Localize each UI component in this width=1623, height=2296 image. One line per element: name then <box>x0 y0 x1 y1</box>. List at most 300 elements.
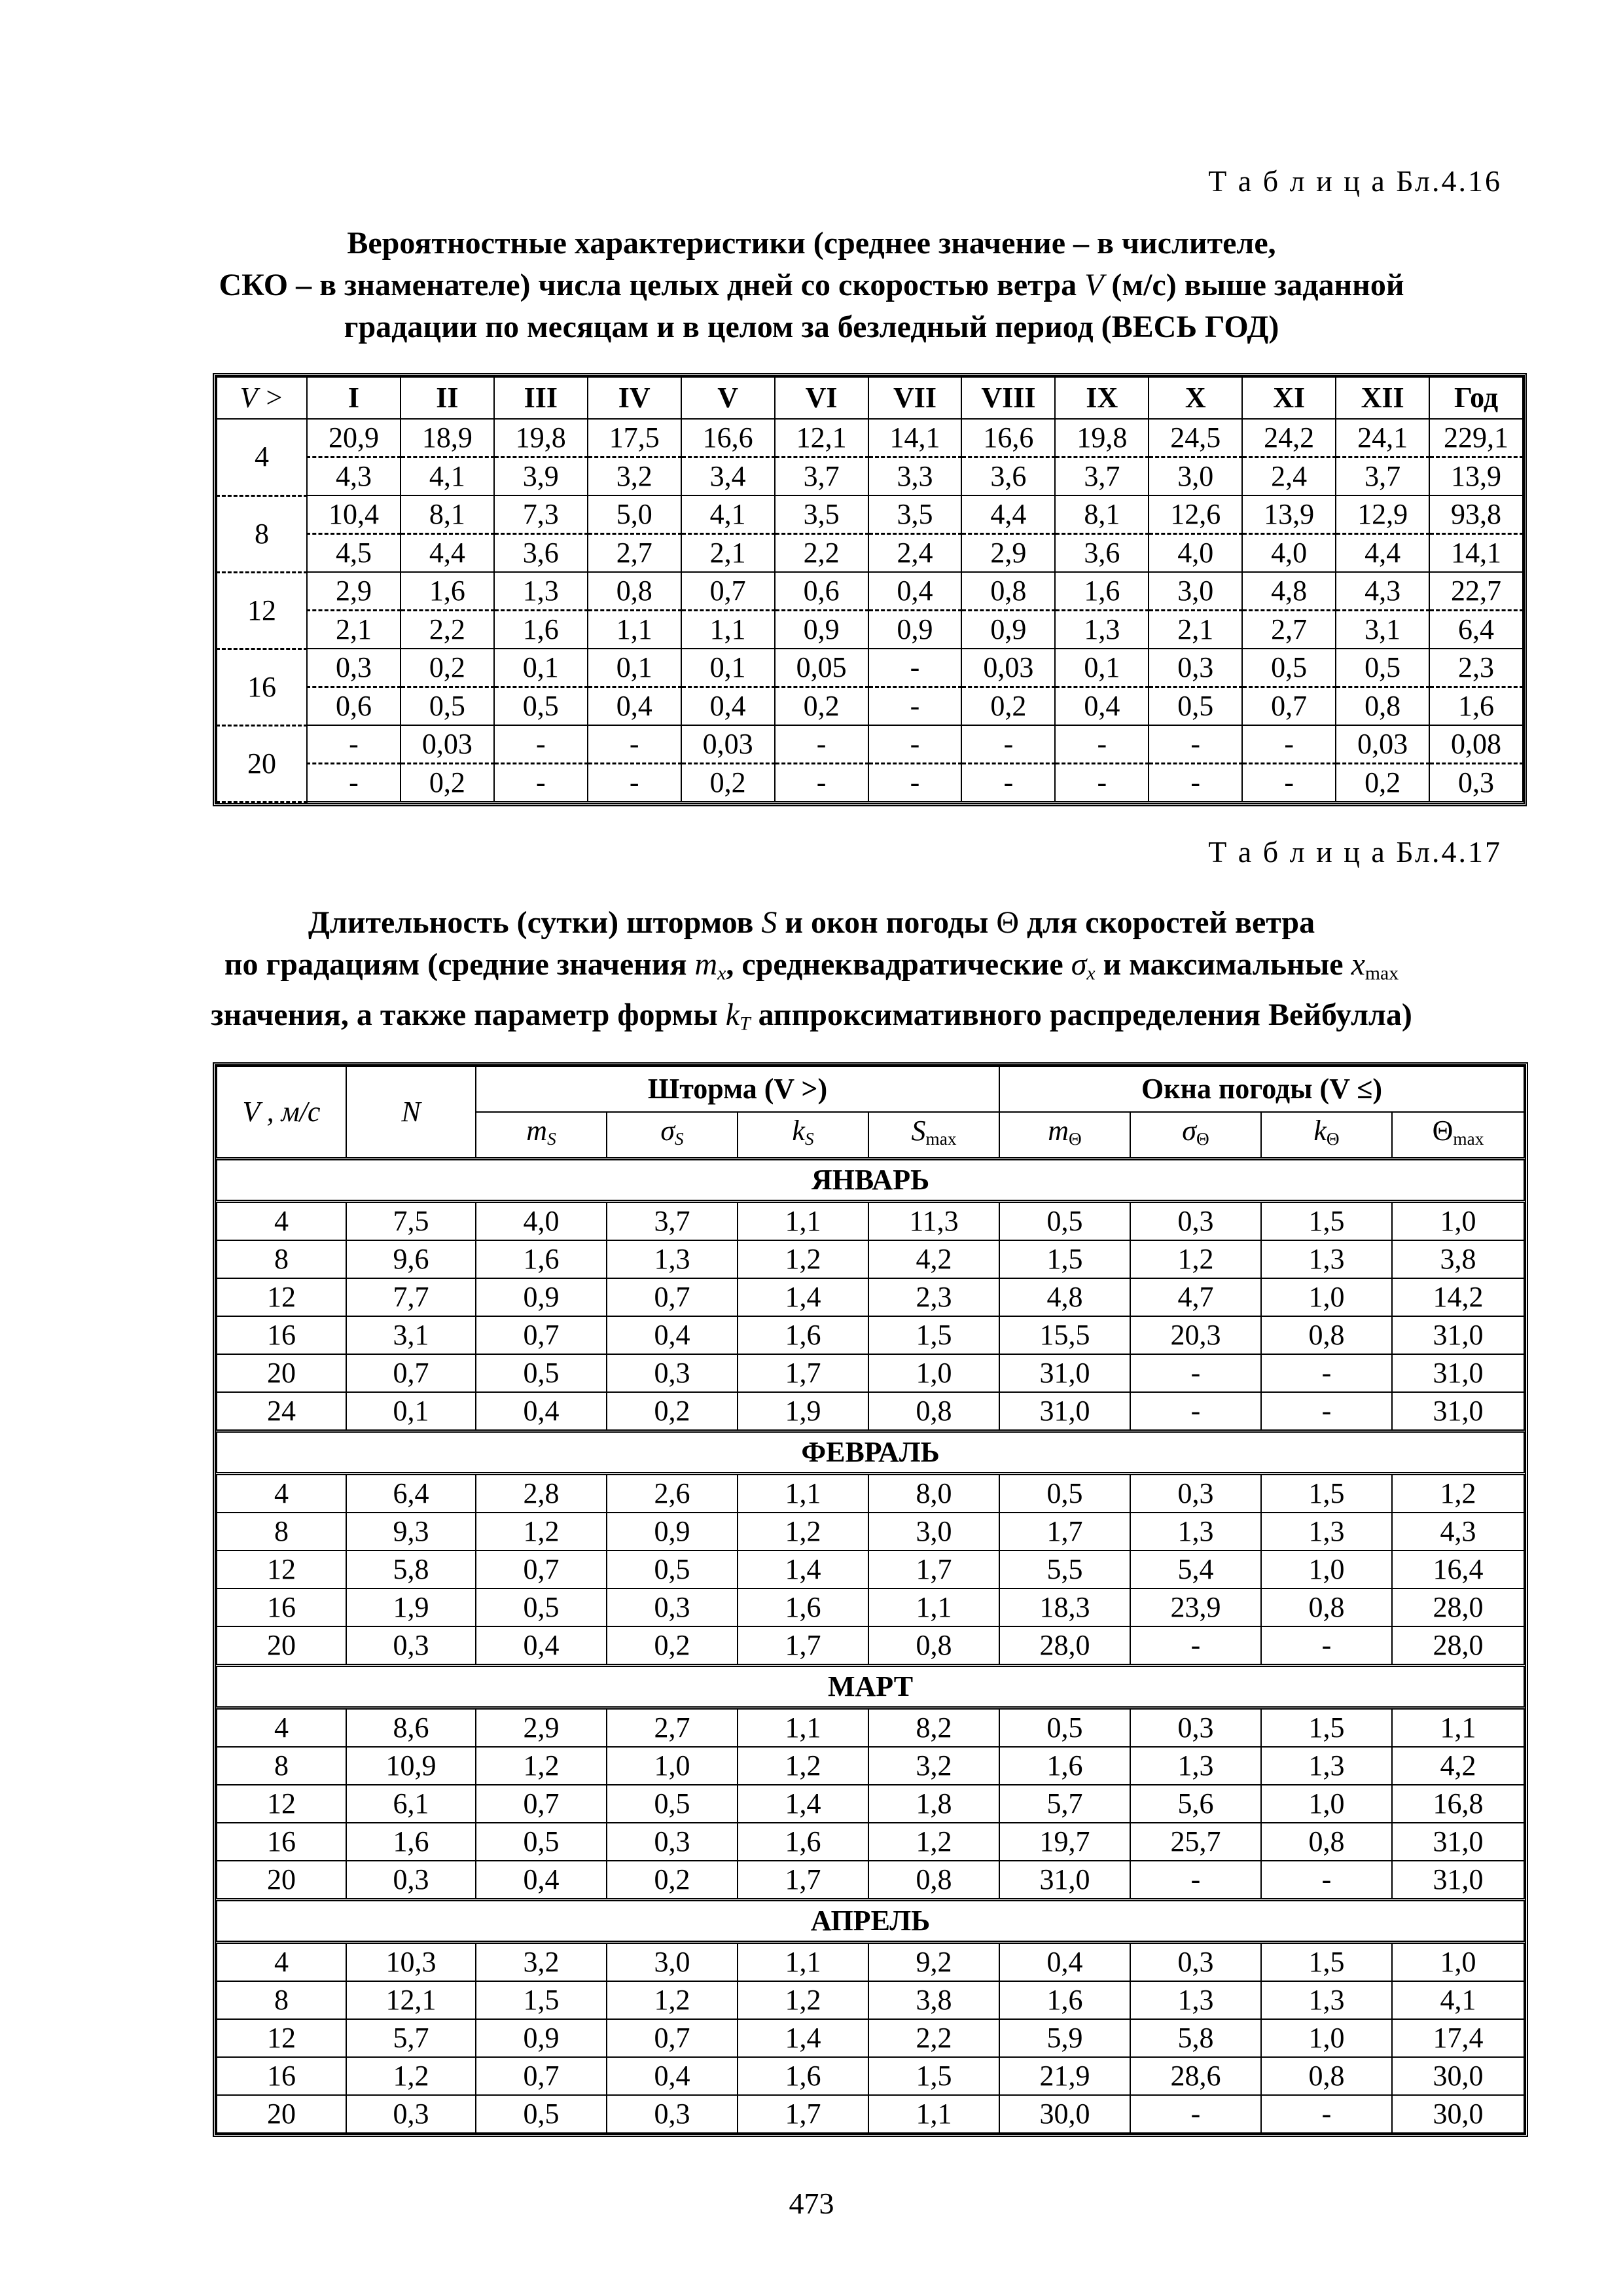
cell-value: 2,2 <box>868 2019 999 2057</box>
cell-mean: 0,8 <box>961 572 1055 611</box>
table-row-sd <box>217 611 1523 649</box>
page-number: 473 <box>789 2187 834 2220</box>
cell-sd: 2,7 <box>588 534 681 573</box>
cell-value: 1,2 <box>738 1747 868 1785</box>
cell-mean: 0,03 <box>1336 725 1429 764</box>
cell-value: 19,7 <box>999 1823 1130 1861</box>
cell-speed: 16 <box>217 1823 346 1861</box>
cell-value: 1,4 <box>738 1785 868 1823</box>
cell-sd: - <box>1149 764 1242 802</box>
cell-sd: - <box>868 687 962 726</box>
cell-sd: - <box>961 764 1055 802</box>
cell-value: 8,2 <box>868 1708 999 1748</box>
cell-speed: 4 <box>217 1943 346 1982</box>
cell-value: 10,3 <box>346 1943 476 1982</box>
cell-sd: 0,3 <box>1429 764 1523 802</box>
sub-header-cell <box>607 1112 738 1159</box>
cell-value: 4,2 <box>1392 1747 1524 1785</box>
cell-value: 1,7 <box>738 1626 868 1666</box>
title-text: по градациям (средние значения <box>224 947 687 982</box>
cell-sd: 0,8 <box>1336 687 1429 726</box>
cell-value: 1,3 <box>1261 1513 1392 1551</box>
col-header-label: N <box>401 1096 421 1128</box>
sub-header-base: m <box>1048 1115 1069 1147</box>
cell-mean: 0,1 <box>588 649 681 687</box>
table-row <box>217 1392 1524 1431</box>
table-row <box>217 1747 1524 1785</box>
cell-value: 0,9 <box>476 1278 607 1316</box>
cell-sd: 2,9 <box>961 534 1055 573</box>
table-header-row <box>217 1066 1524 1112</box>
cell-value: 0,3 <box>346 1861 476 1900</box>
title-text: и окон погоды <box>785 905 989 940</box>
cell-value: 28,0 <box>999 1626 1130 1666</box>
cell-value: 4,3 <box>1392 1513 1524 1551</box>
cell-sd: 3,6 <box>494 534 588 573</box>
cell-mean: 3,5 <box>775 495 868 534</box>
cell-sd: 0,7 <box>1242 687 1336 726</box>
cell-value: - <box>1130 1626 1261 1666</box>
cell-speed: 12 <box>217 1278 346 1316</box>
sub-header-sub: S <box>675 1128 684 1149</box>
cell-value: 0,5 <box>607 1551 738 1588</box>
cell-sd: 0,9 <box>961 611 1055 649</box>
cell-mean: 0,5 <box>1242 649 1336 687</box>
table-row-sd <box>217 534 1523 573</box>
cell-mean: 3,5 <box>868 495 962 534</box>
col-header-v <box>217 377 307 419</box>
col-header-month: III <box>494 377 588 419</box>
cell-mean: 0,2 <box>401 649 494 687</box>
cell-speed: 8 <box>217 1981 346 2019</box>
cell-value: 0,4 <box>607 2057 738 2095</box>
cell-mean: 229,1 <box>1429 419 1523 457</box>
cell-mean: 0,6 <box>775 572 868 611</box>
cell-mean: 12,1 <box>775 419 868 457</box>
cell-value: 1,0 <box>1261 1551 1392 1588</box>
cell-speed: 16 <box>217 1588 346 1626</box>
col-header-month: V <box>681 377 775 419</box>
cell-mean: 7,3 <box>494 495 588 534</box>
table-row <box>217 1551 1524 1588</box>
cell-mean: 8,1 <box>1055 495 1149 534</box>
col-header-month: IV <box>588 377 681 419</box>
table-row <box>217 1513 1524 1551</box>
title-text: Длительность (сутки) штормов <box>308 905 754 940</box>
cell-value: 31,0 <box>999 1354 1130 1392</box>
title-var <box>1351 947 1399 982</box>
cell-value: 0,3 <box>1130 1708 1261 1748</box>
cell-value: 0,2 <box>607 1626 738 1666</box>
cell-value: 0,3 <box>346 1626 476 1666</box>
sub-header-cell <box>999 1112 1130 1159</box>
cell-mean: 5,0 <box>588 495 681 534</box>
cell-sd: 0,5 <box>1149 687 1242 726</box>
cell-value: - <box>1130 1861 1261 1900</box>
title-line: градации по месяцам и в целом за безледный период (ВЕСЬ ГОД) <box>344 310 1279 344</box>
var-sub: x <box>1086 962 1096 984</box>
cell-mean: 24,1 <box>1336 419 1429 457</box>
cell-value: 1,6 <box>738 1823 868 1861</box>
cell-mean: 19,8 <box>494 419 588 457</box>
cell-value: 2,3 <box>868 1278 999 1316</box>
cell-value: - <box>1261 1861 1392 1900</box>
cell-sd: 3,0 <box>1149 457 1242 496</box>
sub-header-base: S <box>911 1115 926 1147</box>
col-header-label: V , м/с <box>242 1096 321 1128</box>
sub-header-base: σ <box>1182 1115 1196 1147</box>
cell-mean: 13,9 <box>1242 495 1336 534</box>
cell-mean: - <box>775 725 868 764</box>
cell-value: 0,3 <box>1130 1943 1261 1982</box>
cell-sd: 2,2 <box>401 611 494 649</box>
title-var: Θ <box>996 905 1019 940</box>
col-header-n <box>346 1066 476 1159</box>
cell-value: 1,0 <box>1261 2019 1392 2057</box>
cell-value: 31,0 <box>999 1392 1130 1431</box>
cell-value: 1,4 <box>738 1278 868 1316</box>
cell-mean: 0,3 <box>1149 649 1242 687</box>
var-sub: max <box>1364 962 1399 984</box>
cell-speed: 8 <box>217 1240 346 1278</box>
cell-value: 0,5 <box>607 1785 738 1823</box>
cell-value: 0,3 <box>1130 1202 1261 1241</box>
cell-value: 0,3 <box>607 1588 738 1626</box>
cell-value: 0,5 <box>999 1708 1130 1748</box>
cell-value: 1,2 <box>738 1981 868 2019</box>
cell-value: 1,1 <box>738 1708 868 1748</box>
cell-sd: 0,5 <box>401 687 494 726</box>
cell-value: 0,7 <box>607 2019 738 2057</box>
cell-value: 1,7 <box>999 1513 1130 1551</box>
cell-value: 1,6 <box>476 1240 607 1278</box>
cell-value: 1,5 <box>868 2057 999 2095</box>
table-row <box>217 1861 1524 1900</box>
cell-mean: 4,8 <box>1242 572 1336 611</box>
cell-speed: 16 <box>217 1316 346 1354</box>
cell-value: 2,6 <box>607 1474 738 1513</box>
cell-sd: 13,9 <box>1429 457 1523 496</box>
cell-value: 3,8 <box>868 1981 999 2019</box>
cell-sd: 6,4 <box>1429 611 1523 649</box>
cell-value: 1,1 <box>1392 1708 1524 1748</box>
cell-value: 0,2 <box>607 1861 738 1900</box>
cell-mean: 1,6 <box>1055 572 1149 611</box>
cell-value: 0,5 <box>476 1588 607 1626</box>
cell-value: 1,2 <box>607 1981 738 2019</box>
cell-mean: - <box>307 725 401 764</box>
cell-speed: 8 <box>217 1513 346 1551</box>
cell-value: 1,4 <box>738 2019 868 2057</box>
cell-value: 1,2 <box>1130 1240 1261 1278</box>
cell-sd: 4,0 <box>1149 534 1242 573</box>
cell-value: 1,2 <box>476 1747 607 1785</box>
cell-value: 1,9 <box>346 1588 476 1626</box>
cell-value: 0,4 <box>476 1626 607 1666</box>
table-row <box>217 2057 1524 2095</box>
cell-value: 6,4 <box>346 1474 476 1513</box>
col-header-month: IX <box>1055 377 1149 419</box>
cell-speed: 20 <box>217 1626 346 1666</box>
row-header-v: 16 <box>217 649 307 725</box>
cell-value: 0,8 <box>1261 1588 1392 1626</box>
table-row <box>217 1823 1524 1861</box>
sub-header-sub: S <box>804 1128 814 1149</box>
cell-value: 21,9 <box>999 2057 1130 2095</box>
cell-mean: 0,1 <box>494 649 588 687</box>
cell-sd: 3,3 <box>868 457 962 496</box>
sub-header-cell <box>1130 1112 1261 1159</box>
cell-value: 5,9 <box>999 2019 1130 2057</box>
cell-value: 17,4 <box>1392 2019 1524 2057</box>
cell-value: 1,4 <box>738 1551 868 1588</box>
title-text: СКО – в знаменателе) числа целых дней со скоростью ветра <box>219 268 1077 302</box>
cell-mean: 0,05 <box>775 649 868 687</box>
cell-value: 1,3 <box>1130 1981 1261 2019</box>
table-title-2 <box>0 902 1623 1045</box>
sub-header-sub: Θ <box>1069 1128 1082 1149</box>
cell-value: 1,7 <box>738 2095 868 2133</box>
cell-value: 9,2 <box>868 1943 999 1982</box>
cell-sd: 14,1 <box>1429 534 1523 573</box>
cell-value: 1,7 <box>738 1861 868 1900</box>
cell-sd: 0,9 <box>775 611 868 649</box>
cell-mean: 24,5 <box>1149 419 1242 457</box>
cell-sd: 4,4 <box>1336 534 1429 573</box>
cell-value: 0,4 <box>999 1943 1130 1982</box>
cell-sd: 3,2 <box>588 457 681 496</box>
cell-value: 3,1 <box>346 1316 476 1354</box>
cell-mean: 3,0 <box>1149 572 1242 611</box>
cell-value: 1,0 <box>1392 1943 1524 1982</box>
table-row <box>217 2019 1524 2057</box>
cell-value: 1,9 <box>738 1392 868 1431</box>
cell-mean: 0,1 <box>1055 649 1149 687</box>
cell-value: 9,6 <box>346 1240 476 1278</box>
cell-sd: 0,2 <box>961 687 1055 726</box>
cell-value: 1,0 <box>607 1747 738 1785</box>
title-line: Вероятностные характеристики (среднее значение – в числителе, <box>347 226 1276 260</box>
cell-sd: - <box>868 764 962 802</box>
cell-value: 9,3 <box>346 1513 476 1551</box>
cell-sd: 3,7 <box>1055 457 1149 496</box>
cell-value: 5,5 <box>999 1551 1130 1588</box>
cell-value: 1,6 <box>738 1588 868 1626</box>
cell-value: - <box>1261 2095 1392 2133</box>
cell-sd: 0,4 <box>681 687 775 726</box>
cell-mean: 0,4 <box>868 572 962 611</box>
sub-header-sub: Θ <box>1196 1128 1209 1149</box>
cell-value: 1,2 <box>346 2057 476 2095</box>
cell-value: - <box>1261 1392 1392 1431</box>
cell-speed: 4 <box>217 1202 346 1241</box>
cell-value: 4,2 <box>868 1240 999 1278</box>
cell-value: 0,9 <box>476 2019 607 2057</box>
cell-mean: 16,6 <box>961 419 1055 457</box>
table-title-1 <box>0 223 1623 348</box>
cell-sd: 0,2 <box>775 687 868 726</box>
cell-value: 1,5 <box>476 1981 607 2019</box>
cell-mean: 12,9 <box>1336 495 1429 534</box>
cell-value: 5,6 <box>1130 1785 1261 1823</box>
cell-value: 0,5 <box>476 1354 607 1392</box>
table-label-1: Т а б л и ц а Бл.4.16 <box>1208 164 1502 198</box>
var-base: k <box>725 997 740 1033</box>
cell-mean: 0,8 <box>588 572 681 611</box>
cell-value: 1,7 <box>738 1354 868 1392</box>
cell-value: 4,1 <box>1392 1981 1524 2019</box>
cell-sd: 3,7 <box>775 457 868 496</box>
cell-value: 0,9 <box>607 1513 738 1551</box>
cell-value: 0,7 <box>476 1551 607 1588</box>
cell-sd: 1,1 <box>588 611 681 649</box>
cell-value: 31,0 <box>1392 1823 1524 1861</box>
cell-value: 1,1 <box>868 2095 999 2133</box>
cell-mean: - <box>1149 725 1242 764</box>
cell-value: - <box>1130 1392 1261 1431</box>
cell-mean: 8,1 <box>401 495 494 534</box>
table-row <box>217 1240 1524 1278</box>
cell-value: 2,9 <box>476 1708 607 1748</box>
cell-value: 4,7 <box>1130 1278 1261 1316</box>
cell-value: 1,6 <box>738 1316 868 1354</box>
cell-mean: 10,4 <box>307 495 401 534</box>
cell-value: 31,0 <box>1392 1316 1524 1354</box>
cell-mean: - <box>868 649 962 687</box>
cell-value: 0,3 <box>1130 1474 1261 1513</box>
cell-speed: 20 <box>217 2095 346 2133</box>
month-row <box>217 1159 1524 1202</box>
cell-speed: 20 <box>217 1354 346 1392</box>
cell-value: 1,1 <box>738 1474 868 1513</box>
table-row <box>217 1316 1524 1354</box>
cell-value: 31,0 <box>999 1861 1130 1900</box>
cell-value: 0,7 <box>476 2057 607 2095</box>
cell-value: 1,6 <box>999 1981 1130 2019</box>
month-name: ФЕВРАЛЬ <box>217 1431 1524 1474</box>
cell-value: 11,3 <box>868 1202 999 1241</box>
cell-value: 0,2 <box>607 1392 738 1431</box>
cell-value: 8,0 <box>868 1474 999 1513</box>
table-row <box>217 2095 1524 2133</box>
cell-value: 0,5 <box>999 1474 1130 1513</box>
cell-value: 31,0 <box>1392 1392 1524 1431</box>
cell-sd: 2,1 <box>681 534 775 573</box>
cell-value: 5,8 <box>346 1551 476 1588</box>
cell-value: 30,0 <box>1392 2057 1524 2095</box>
cell-value: 1,3 <box>607 1240 738 1278</box>
month-name: АПРЕЛЬ <box>217 1900 1524 1943</box>
cell-value: 20,3 <box>1130 1316 1261 1354</box>
cell-value: 5,7 <box>346 2019 476 2057</box>
title-line <box>0 994 1623 1045</box>
title-line <box>0 264 1623 306</box>
cell-value: 15,5 <box>999 1316 1130 1354</box>
cell-value: 1,2 <box>738 1240 868 1278</box>
month-name: МАРТ <box>217 1666 1524 1708</box>
cell-sd: 2,4 <box>1242 457 1336 496</box>
cell-value: 3,2 <box>476 1943 607 1982</box>
row-header-v: 20 <box>217 725 307 802</box>
cell-value: 7,5 <box>346 1202 476 1241</box>
cell-sd: 3,4 <box>681 457 775 496</box>
sub-header-sub: S <box>547 1128 556 1149</box>
cell-value: 28,0 <box>1392 1626 1524 1666</box>
sub-header-sub: max <box>925 1128 957 1149</box>
cell-value: 0,1 <box>346 1392 476 1431</box>
col-header-month: II <box>401 377 494 419</box>
cell-value: 1,8 <box>868 1785 999 1823</box>
cell-sd: 3,6 <box>1055 534 1149 573</box>
cell-mean: 2,9 <box>307 572 401 611</box>
cell-value: 5,8 <box>1130 2019 1261 2057</box>
cell-value: 1,0 <box>1261 1785 1392 1823</box>
cell-value: 0,7 <box>346 1354 476 1392</box>
cell-mean: 1,3 <box>494 572 588 611</box>
month-name: ЯНВАРЬ <box>217 1159 1524 1202</box>
cell-value: 0,4 <box>607 1316 738 1354</box>
cell-mean: 4,4 <box>961 495 1055 534</box>
cell-value: 1,5 <box>1261 1202 1392 1241</box>
title-line <box>0 902 1623 944</box>
cell-mean: 4,3 <box>1336 572 1429 611</box>
cell-mean: 19,8 <box>1055 419 1149 457</box>
cell-sd: 3,6 <box>961 457 1055 496</box>
cell-value: 16,4 <box>1392 1551 1524 1588</box>
cell-mean: 20,9 <box>307 419 401 457</box>
cell-value: 1,1 <box>738 1943 868 1982</box>
cell-value: - <box>1261 1626 1392 1666</box>
table-row <box>217 1354 1524 1392</box>
cell-value: 3,8 <box>1392 1240 1524 1278</box>
title-var <box>1071 947 1096 982</box>
cell-sd: 1,1 <box>681 611 775 649</box>
cell-sd: 4,4 <box>401 534 494 573</box>
cell-value: - <box>1130 1354 1261 1392</box>
sub-header-base: k <box>1313 1115 1327 1147</box>
cell-value: 31,0 <box>1392 1354 1524 1392</box>
col-header-month: XI <box>1242 377 1336 419</box>
row-header-v: 12 <box>217 572 307 649</box>
sub-header-base: k <box>792 1115 805 1147</box>
cell-sd: 2,1 <box>1149 611 1242 649</box>
cell-mean: 1,6 <box>401 572 494 611</box>
cell-mean: 93,8 <box>1429 495 1523 534</box>
table-row-mean <box>217 725 1523 764</box>
cell-speed: 12 <box>217 2019 346 2057</box>
title-var: S <box>761 905 777 940</box>
table-row-sd <box>217 457 1523 496</box>
title-text: аппроксимативного распределения Вейбулла) <box>758 997 1412 1033</box>
table-row <box>217 1708 1524 1748</box>
table-row-mean <box>217 419 1523 457</box>
cell-mean: - <box>588 725 681 764</box>
var-sub: x <box>717 962 726 984</box>
cell-value: 3,0 <box>607 1943 738 1982</box>
cell-mean: - <box>961 725 1055 764</box>
table-header-row <box>217 377 1523 419</box>
title-text: и максимальные <box>1103 947 1344 982</box>
cell-sd: 0,2 <box>681 764 775 802</box>
cell-value: 0,8 <box>1261 1823 1392 1861</box>
col-header-month: Год <box>1429 377 1523 419</box>
table-row <box>217 1202 1524 1241</box>
cell-sd: 1,6 <box>494 611 588 649</box>
cell-sd: 4,5 <box>307 534 401 573</box>
cell-mean: 22,7 <box>1429 572 1523 611</box>
cell-speed: 12 <box>217 1551 346 1588</box>
cell-mean: - <box>494 725 588 764</box>
